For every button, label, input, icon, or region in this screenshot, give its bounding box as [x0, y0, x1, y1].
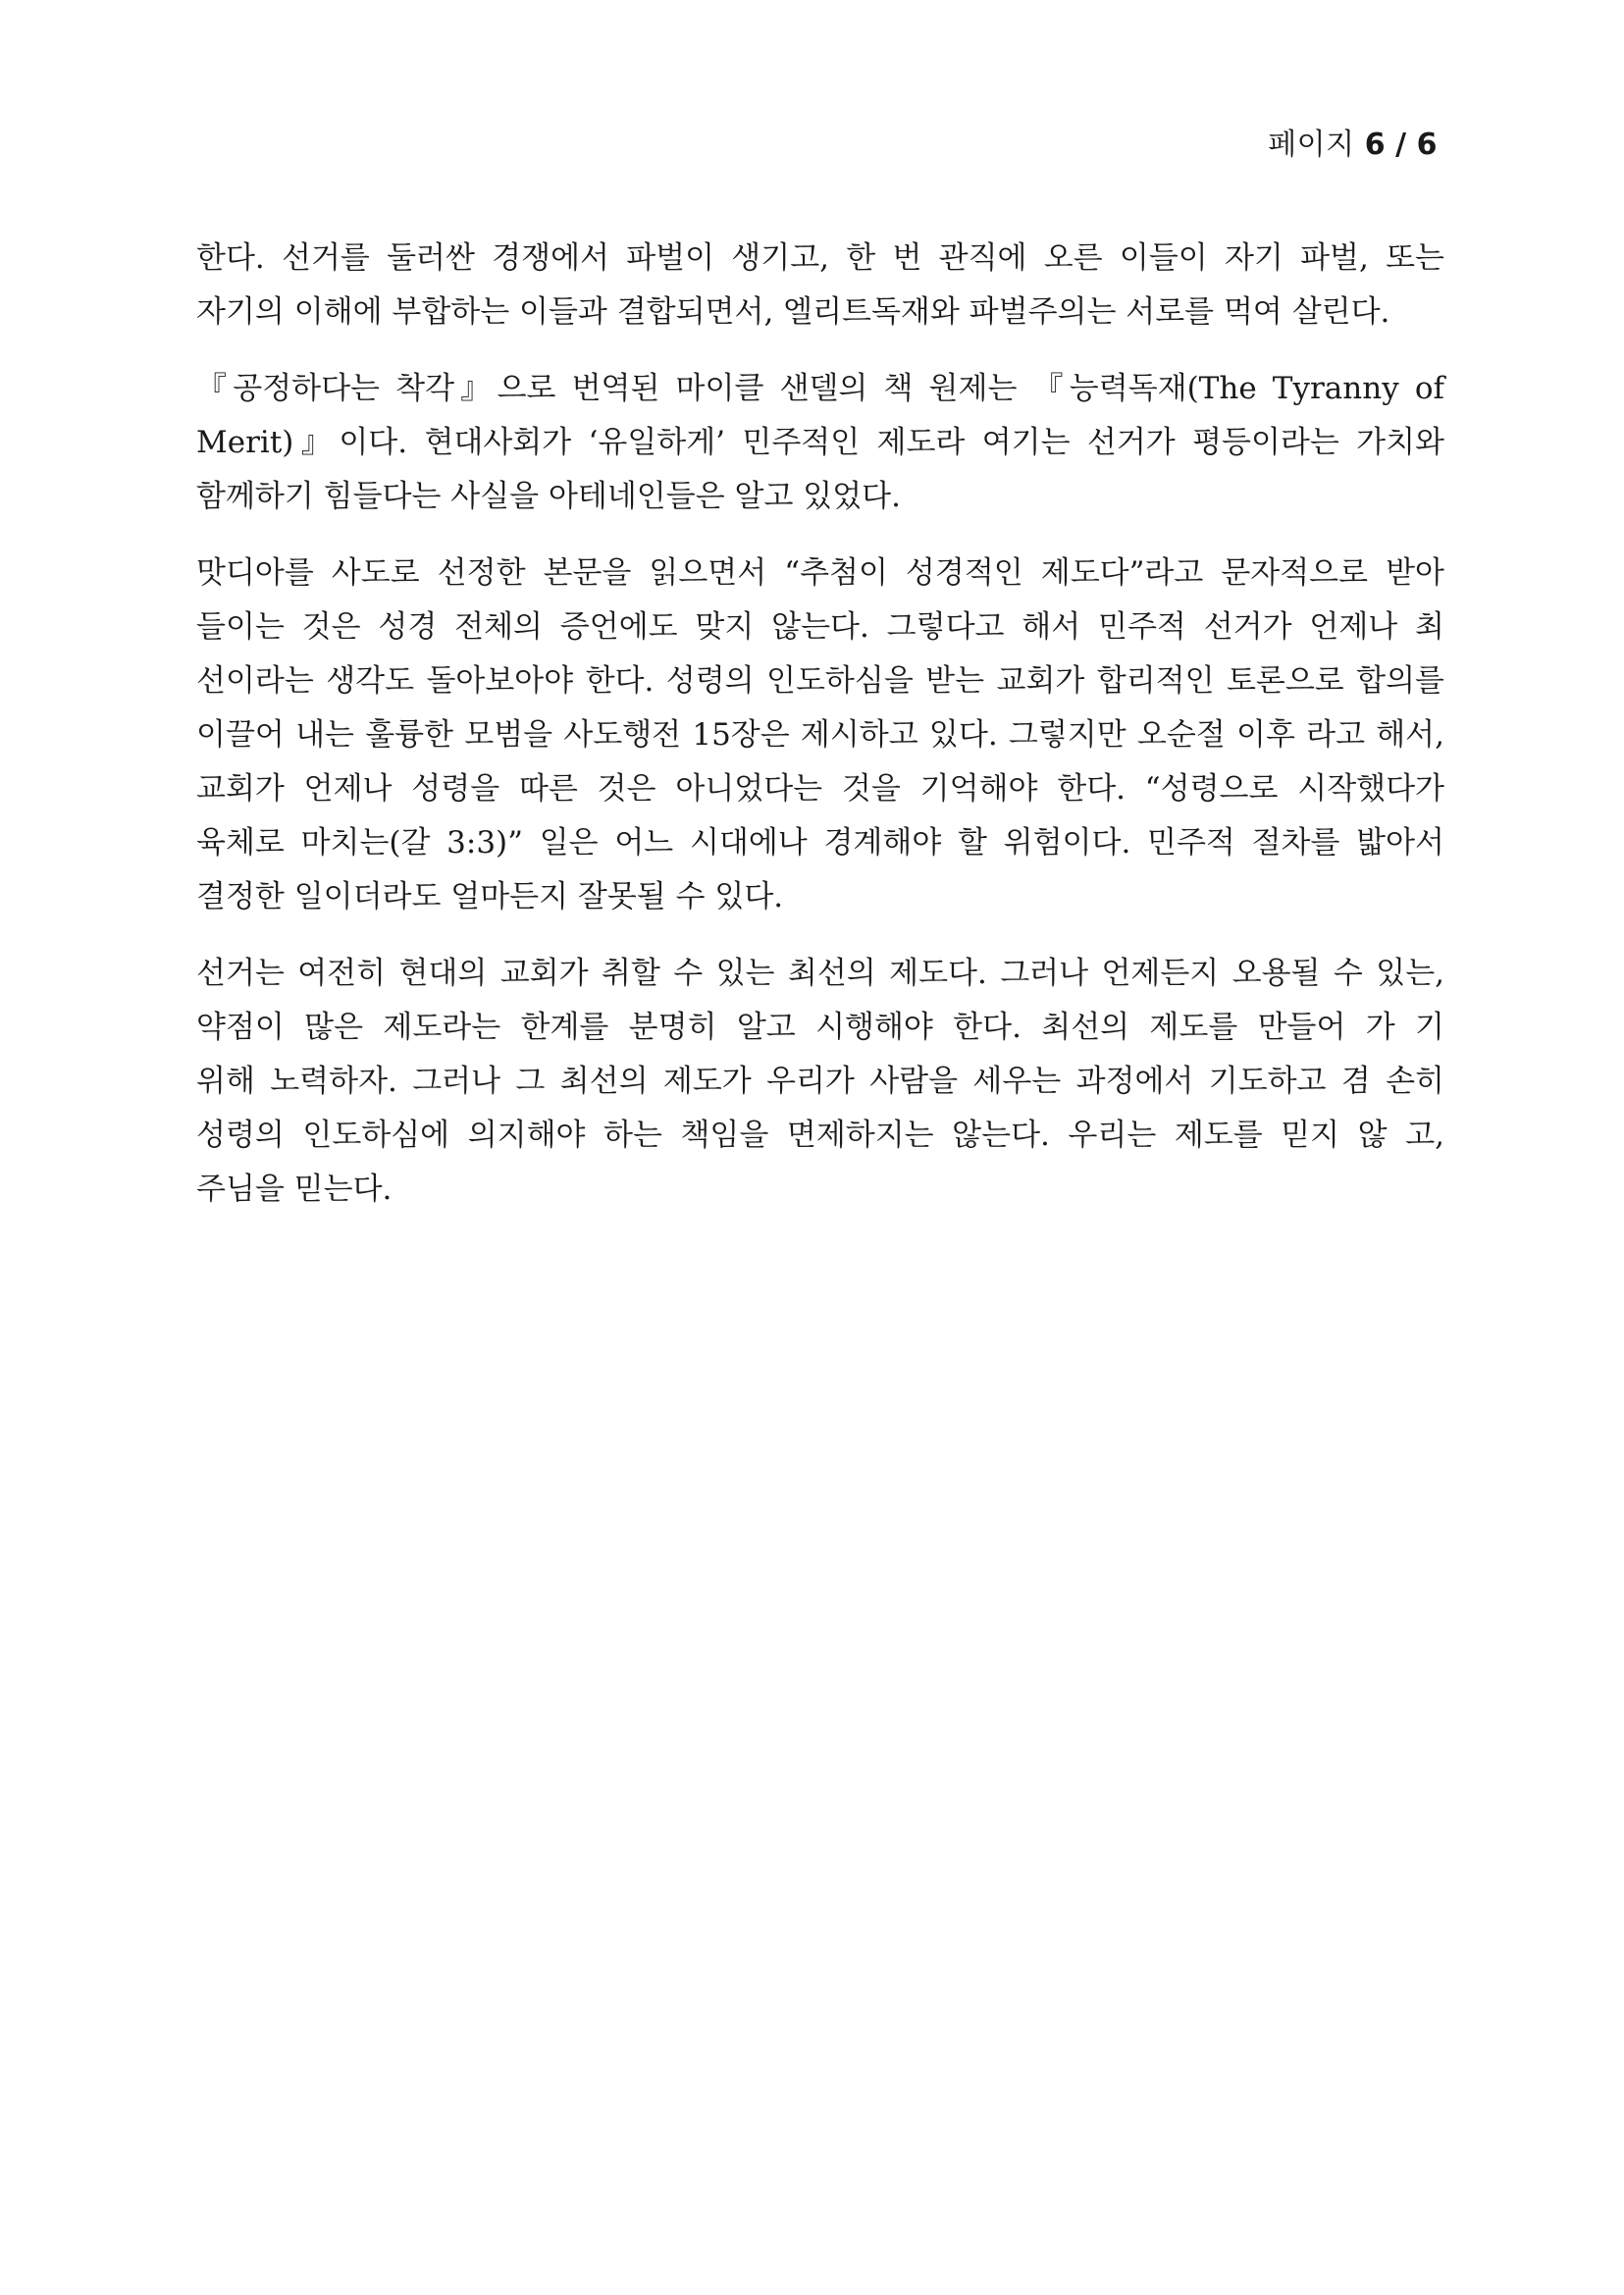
- paragraph: [196, 362, 1444, 524]
- page-separator: /: [1395, 128, 1407, 162]
- paragraph: [196, 232, 1444, 339]
- text-line: 이끌어 내는 훌륭한 모범을 사도행전 15장은 제시하고 있다. 그렇지만 오순절 이후 라고 해서,: [196, 717, 1444, 753]
- text-line: 한다. 선거를 둘러싼 경쟁에서 파벌이 생기고, 한 번 관직에 오른 이들이 자기 파벌, 또는: [196, 240, 1444, 276]
- text-line: 위해 노력하자. 그러나 그 최선의 제도가 우리가 사람을 세우는 과정에서 기도하고 겸 손히: [196, 1064, 1444, 1099]
- text-line: Merit)』이다. 현대사회가 ‘유일하게’ 민주적인 제도라 여기는 선거가 평등이라는 가치와: [196, 425, 1444, 460]
- text-line: 성령의 인도하심에 의지해야 하는 책임을 면제하지는 않는다. 우리는 제도를 믿지 않 고,: [196, 1118, 1444, 1153]
- page-number-header: [1268, 120, 1438, 163]
- text-line: 약점이 많은 제도라는 한계를 분명히 알고 시행해야 한다. 최선의 제도를 만들어 가 기: [196, 1010, 1444, 1045]
- paragraph: [196, 547, 1444, 924]
- text-line: 자기의 이해에 부합하는 이들과 결합되면서, 엘리트독재와 파벌주의는 서로를 먹여 살린다.: [196, 294, 1390, 330]
- text-line: 맛디아를 사도로 선정한 본문을 읽으면서 “추첨이 성경적인 제도다”라고 문자적으로 받아: [196, 555, 1444, 591]
- text-line: 선거는 여전히 현대의 교회가 취할 수 있는 최선의 제도다. 그러나 언제든지 오용될 수 있는,: [196, 956, 1444, 991]
- text-line: 교회가 언제나 성령을 따른 것은 아니었다는 것을 기억해야 한다. “성령으로 시작했다가: [196, 771, 1444, 807]
- text-line: 들이는 것은 성경 전체의 증언에도 맞지 않는다. 그렇다고 해서 민주적 선거가 언제나 최: [196, 609, 1444, 645]
- text-line: 『공정하다는 착각』으로 번역된 마이클 샌델의 책 원제는 『능력독재(The Tyranny of: [196, 371, 1444, 406]
- total-page-number: 6: [1416, 128, 1438, 162]
- paragraph: [196, 947, 1444, 1217]
- text-line: 함께하기 힘들다는 사실을 아테네인들은 알고 있었다.: [196, 479, 901, 514]
- page-label: 페이지: [1268, 128, 1355, 162]
- text-line: 육체로 마치는(갈 3:3)” 일은 어느 시대에나 경계해야 할 위험이다. 민주적 절차를 밟아서: [196, 825, 1444, 861]
- text-line: 선이라는 생각도 돌아보아야 한다. 성령의 인도하심을 받는 교회가 합리적인 토론으로 합의를: [196, 663, 1444, 699]
- document-body: [196, 232, 1444, 1239]
- text-line: 주님을 믿는다.: [196, 1172, 393, 1207]
- current-page-number: 6: [1364, 128, 1387, 162]
- text-line: 결정한 일이더라도 얼마든지 잘못될 수 있다.: [196, 879, 784, 914]
